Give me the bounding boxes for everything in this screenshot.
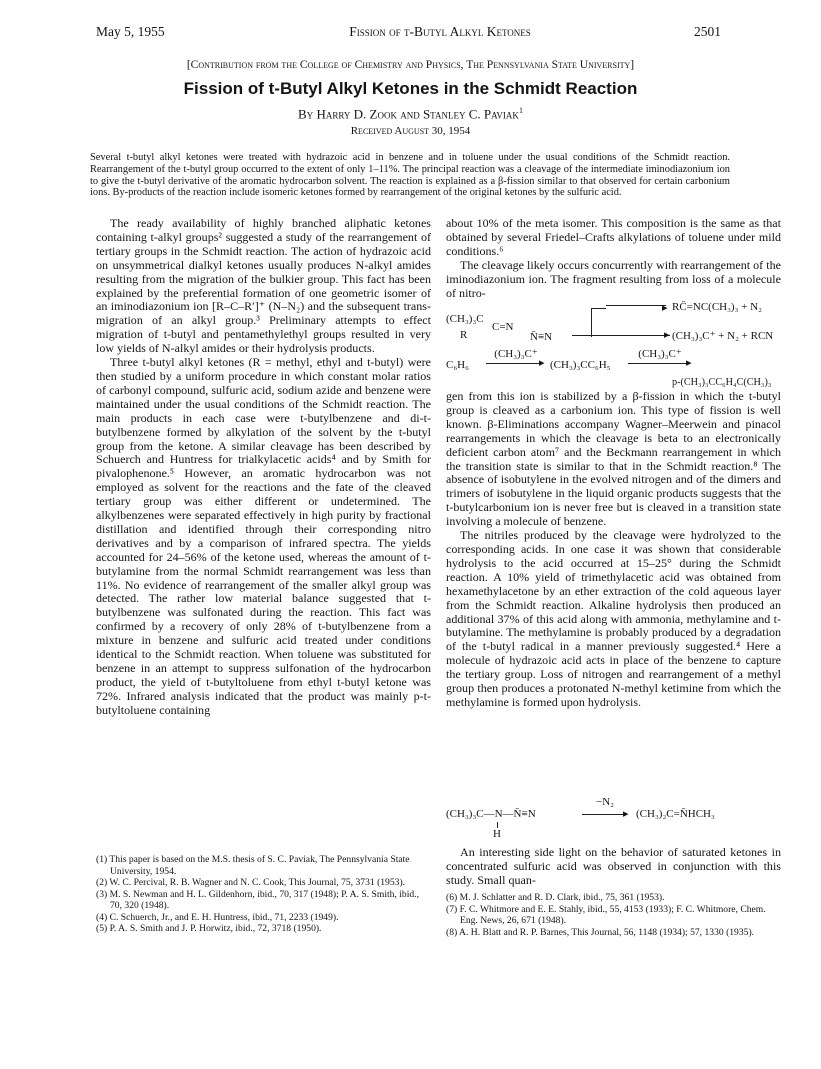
scheme2-product: (CH₃)₂C=N̄HCH₃	[636, 808, 715, 820]
scheme1-product-a: RC̄=NC(CH₃)₃ + N₂	[672, 301, 762, 313]
right-paragraph-2: The cleavage likely occurs concurrently with rearrangement of the iminodiazonium ion. The fragment resulting from loss of a molecule of nitro-	[446, 257, 781, 300]
byline	[40, 106, 781, 122]
scheme1-arrowhead-a: ▸	[662, 302, 668, 314]
scheme1-branch-vertical	[591, 308, 592, 337]
scheme1-intermediate: (CH₃)₃CC₆H₅	[550, 359, 611, 371]
scheme1-product-b: (CH₃)₃C⁺ + N₂ + RCN	[672, 330, 774, 342]
scheme1-arrow1	[486, 363, 542, 364]
running-title: Fission of t-Butyl Alkyl Ketones	[349, 24, 531, 39]
right-paragraph-4: The nitriles produced by the cleavage were hydrolyzed to the corresponding acids. In one case it was shown that considerable hydrolysis to the acid occurred at 15–25° during the Schmidt reaction. A 10% yield of trimethylacetic acid was obtained from hexamethylacetone by an ether extraction of the cold aqueous layer from the Schmidt reaction. Alkaline hydrolysis then produced an additional 37% of this acid along with ammonia, methylamine and t-butylamine. The methylamine is probably produced by a degradation of the t-butyl radical in a manner previously suggested.⁴ Here a molecule of hydrazoic acid acts in place of the benzene to capture the tertiary group. Loss of nitrogen and rearrangement of a methyl group then produces a protonated N-methyl ketimine from which the methylamine is formed upon hydrolysis.	[446, 528, 781, 709]
footnote-5: (5) P. A. S. Smith and J. P. Horwitz, ibid., 72, 3718 (1950).	[96, 923, 322, 934]
scheme2-arrow-label: −N₂	[596, 796, 614, 808]
right-column-middle	[446, 390, 781, 710]
footnotes-left	[96, 854, 431, 935]
footnote-8: (8) A. H. Blatt and R. P. Barnes, This Journal, 56, 1148 (1934); 57, 1330 (1935).	[446, 926, 755, 938]
footnote-6: (6) M. J. Schlatter and R. D. Clark, ibid., 75, 361 (1953).	[446, 892, 665, 903]
scheme2-reactant: (CH₃)₃C—N—N̄≡N	[446, 808, 536, 820]
header-date: May 5, 1955	[96, 24, 165, 39]
byline-footnote-marker: 1	[518, 106, 523, 115]
scheme1-tbutyl: (CH₃)₃C	[446, 313, 484, 325]
contribution-line: [Contribution from the College of Chemistry and Physics, The Pennsylvania State University]	[186, 59, 635, 71]
scheme1-diazo: N̄≡N	[530, 331, 553, 343]
scheme2-arrowhead: ▸	[623, 808, 629, 820]
footnote-3: (3) M. S. Newman and H. L. Gildenhorn, ibid., 70, 317 (1948); P. A. S. Smith, ibid., 70, 320 (1948).	[96, 888, 419, 911]
left-paragraph-1: The ready availability of highly branched aliphatic ketones containing t-alkyl groups² suggested a study of the rearrangement of tertiary groups in the Schmidt reaction. The action of hydrazoic acid on unsymmetrical dialkyl ketones usually produces N-alkyl amides resulting from the migration of the bulkier group. This fact has been explained by the preferential formation of one geometric isomer of an iminodiazonium ion [R–C–R′]⁺ (N–N₂) and the subsequent trans-migration of an alkyl group.³ Preliminary attempts to effect migration of t-butyl and pentamethylethyl groups resulted in very low yields of N-alkyl amides or their hydrolysis products.	[96, 216, 431, 356]
article-title: Fission of t-Butyl Alkyl Ketones in the Schmidt Reaction	[183, 79, 638, 98]
reaction-scheme-1	[446, 297, 781, 388]
reaction-scheme-2	[446, 796, 781, 840]
footnote-4: (4) C. Schuerch, Jr., and E. H. Huntress, ibid., 71, 2233 (1949).	[96, 911, 339, 923]
scheme2-arrow	[582, 814, 626, 815]
right-paragraph-5: An interesting side light on the behavior of saturated ketones in concentrated sulfuric acid was observed in conjunction with this study. Small quan-	[446, 845, 781, 887]
scheme2-h: H	[493, 828, 501, 840]
scheme1-r-group: R	[460, 329, 468, 341]
scheme1-benzene: C₆H₆	[446, 359, 469, 371]
scheme1-arrow1-label: (CH₃)₃C⁺	[494, 348, 538, 360]
right-paragraph-1: about 10% of the meta isomer. This composition is the same as that obtained by several Friedel–Crafts alkylations of toluene under mild conditions.⁶	[446, 216, 781, 258]
scheme1-arrowhead-2: ▸	[686, 357, 692, 369]
left-paragraph-2: Three t-butyl alkyl ketones (R = methyl, ethyl and t-butyl) were then studied by a uniform procedure in which constant molar ratios of carbonyl compound, sulfuric acid, sodium azide and benzene were maintained under the usual conditions of the Schmidt reaction. The main products in each case were t-butylbenzene and di-t-butylbenzene formed by alkylation of the solvent by the t-butyl group from the ketone. A similar cleavage has been described by Schuerch and Huntress for trialkylacetic acids⁴ and by Smith for pivalophenone.⁵ However, an aromatic hydrocarbon was not employed as solvent for the reactions and the fate of the cleaved tertiary group was either different or undetermined. The alkylbenzenes were separated effectively in high purity by fractional distillation and identified through their corresponding nitro derivatives and by a comparison of infrared spectra. The yields accounted for 24–56% of the ketone used, whereas the amount of t-butylamine from the normal Schmidt rearrangement was less than 11%. No evidence of rearrangement of the smaller alkyl group was detected. The rather low material balance suggested that t-butylbenzene was sulfonated during the reaction. This fact was confirmed by a recovery of only 28% of t-butylbenzene from a mixture in benzene and sulfuric acid treated under conditions identical to the Schmidt reaction. When toluene was substituted for benzene in an attempt to suppress sulfonation of the hydrocarbon product, the yield of t-butyltoluene from ethyl t-butyl ketone was 72%. Infrared analysis indicated that the product was mainly p-t-butyltoluene containing	[96, 355, 431, 717]
footnote-2: (2) W. C. Percival, R. B. Wagner and N. C. Cook, This Journal, 75, 3731 (1953).	[96, 877, 406, 888]
abstract: Several t-butyl alkyl ketones were treated with hydrazoic acid in benzene and in toluene under the usual conditions of the Schmidt reaction. Rearrangement of the t-butyl group occurred to the extent of only 1–11%. The principal reaction was a cleavage of the intermediate iminodiazonium ion to give the t-butyl derivative of the aromatic hydrocarbon solvent. The reaction is explained as a β-fission similar to that observed for certain carbonium ions. By-products of the reaction include isomeric ketones formed by rearrangement of the original ketones by the sulfuric acid.	[90, 152, 730, 199]
footnote-1: (1) This paper is based on the M.S. thesis of S. C. Paviak, The Pennsylvania State University, 1954.	[96, 854, 410, 877]
scheme1-core: C=N	[492, 321, 514, 333]
scheme1-final-product: p-(CH₃)₃CC₆H₄C(CH₃)₃	[672, 377, 772, 388]
footnote-7: (7) F. C. Whitmore and E. E. Stahly, ibid., 55, 4153 (1933); F. C. Whitmore, Chem. Eng. News, 26, 671 (1948).	[446, 903, 766, 926]
page-number: 2501	[694, 24, 721, 39]
scheme1-arrow-a	[606, 305, 666, 306]
scheme1-branch-main	[572, 335, 612, 336]
right-paragraph-3: gen from this ion is stabilized by a β-fission in which the t-butyl group is cleaved as a carbonium ion. This type of fission is well known. β-Eliminations accompany Wagner–Meerwein and pinacol rearrangements in which the cleavage is beta to an electronically deficient carbon atom⁷ and the Beckmann rearrangement in which the transition state is similar to that in the Schmidt reaction.⁸ The absence of isobutylene in the evolved nitrogen and of the dimers and trimers of isobutylene in the liquid organic products suggests that the t-butylcarbonium ion is never free but is cleaved in a transition state involving a molecule of benzene.	[446, 389, 781, 529]
scheme1-arrow2-label: (CH₃)₃C⁺	[638, 348, 682, 360]
right-column-top	[446, 217, 781, 300]
received-date: Received August 30, 1954	[350, 125, 471, 137]
scheme1-arrow-b	[612, 335, 670, 336]
scheme1-arrowhead-b: ▸	[664, 329, 670, 341]
left-column	[96, 217, 431, 718]
scheme1-arrow2	[628, 363, 690, 364]
scheme1-arrowhead-1: ▸	[539, 357, 545, 369]
footnotes-right	[446, 892, 781, 938]
authors: By Harry D. Zook and Stanley C. Paviak	[298, 106, 519, 122]
scheme1-branch-up	[591, 308, 606, 309]
right-column-bottom	[446, 846, 781, 888]
